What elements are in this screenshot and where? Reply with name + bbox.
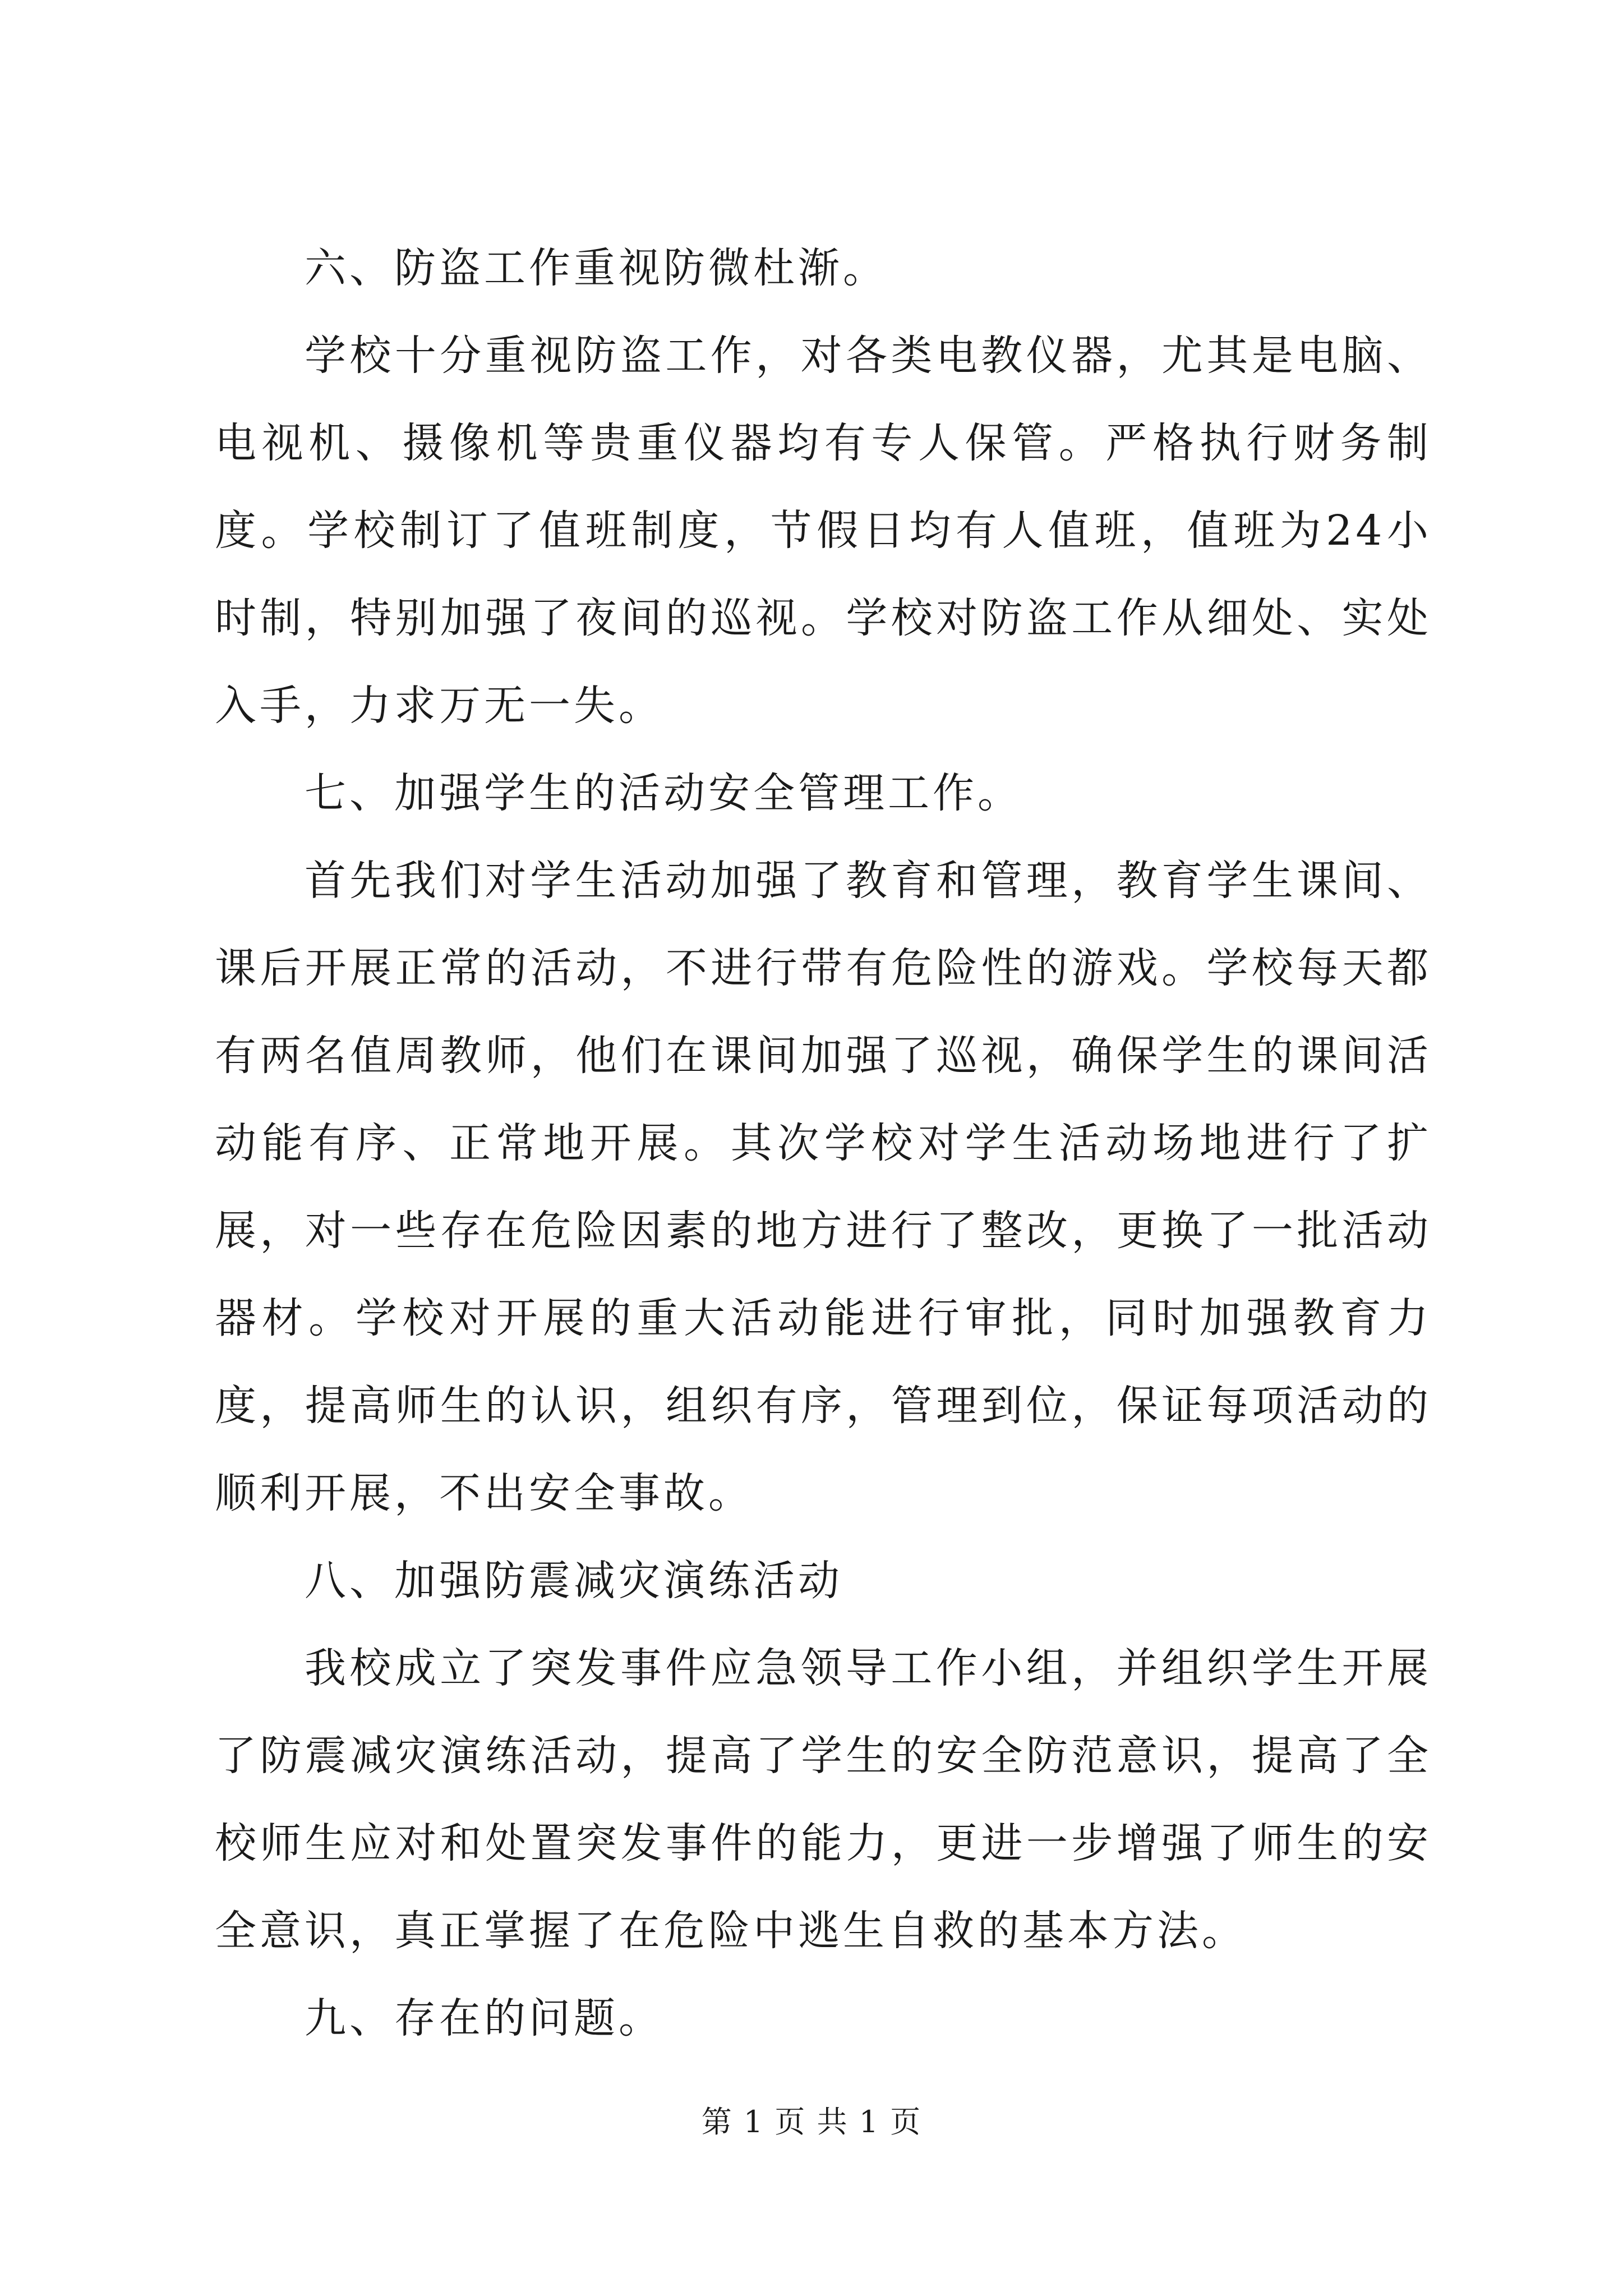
section-heading-7: 七、加强学生的活动安全管理工作。 (305, 769, 1022, 817)
section-heading-6: 六、防盗工作重视防微杜渐。 (305, 244, 888, 292)
section-paragraph-6: 学校十分重视防盗工作，对各类电教仪器，尤其是电脑、电视机、摄像机等贵重仪器均有专人保管。严格执行财务制度。学校制订了值班制度，节假日均有人值班，值班为24小时制，特别加强了夜间的巡视。学校对防盗工作从细处、实处入手，力求万无一失。 (215, 332, 1432, 730)
section-paragraph-7: 首先我们对学生活动加强了教育和管理，教育学生课间、课后开展正常的活动，不进行带有危险性的游戏。学校每天都有两名值周教师，他们在课间加强了巡视，确保学生的课间活动能有序、正常地开展。其次学校对学生活动场地进行了扩展，对一些存在危险因素的地方进行了整改，更换了一批活动器材。学校对开展的重大活动能进行审批，同时加强教育力度，提高师生的认识，组织有序，管理到位，保证每项活动的顺利开展，不出安全事故。 (215, 857, 1432, 1517)
section-heading-8: 八、加强防震减灾演练活动 (305, 1557, 843, 1605)
section-paragraph-8: 我校成立了突发事件应急领导工作小组，并组织学生开展了防震减灾演练活动，提高了学生的安全防范意识，提高了全校师生应对和处置突发事件的能力，更进一步增强了师生的安全意识，真正掌握了在危险中逃生自救的基本方法。 (215, 1644, 1432, 1955)
page-number-footer: 第 1 页 共 1 页 (701, 2104, 922, 2139)
section-heading-9: 九、存在的问题。 (305, 1994, 663, 2042)
document-body (215, 224, 1432, 2062)
